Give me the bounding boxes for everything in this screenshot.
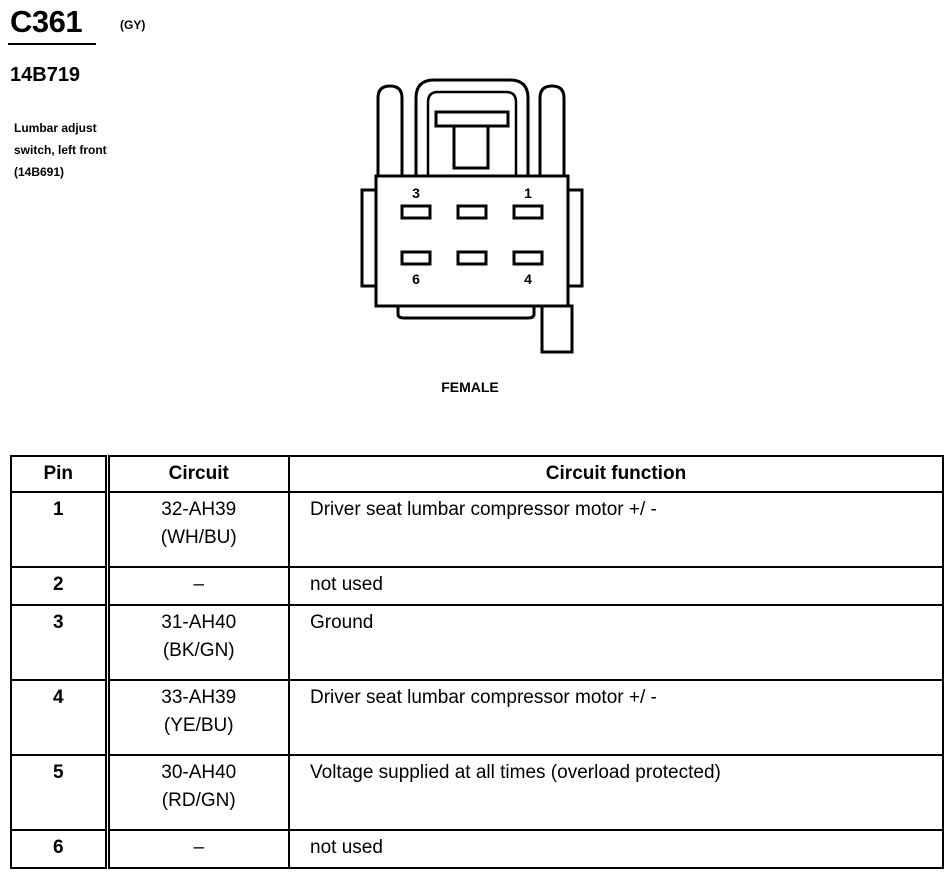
circuit-id: 32-AH39 <box>161 499 237 520</box>
circuit-cell <box>107 755 289 830</box>
connector-id: C361 <box>10 4 83 39</box>
connector-id-underline <box>8 43 96 45</box>
description-line-1: Lumbar adjust <box>14 121 97 135</box>
circuit-cell <box>107 605 289 680</box>
pin-cavity <box>458 206 486 218</box>
pin-number: 3 <box>11 605 107 680</box>
column-header-circuit: Circuit <box>107 456 289 492</box>
circuit-cell <box>107 830 289 868</box>
circuit-function: not used <box>289 830 943 868</box>
connector-color: (GY) <box>120 18 146 32</box>
pin-label-6: 6 <box>412 271 420 287</box>
pinout-table <box>10 455 944 869</box>
circuit-id: – <box>193 837 205 858</box>
part-number: 14B719 <box>10 64 81 86</box>
pin-label-4: 4 <box>524 271 532 287</box>
connector-gender-label: FEMALE <box>441 379 499 395</box>
pin-cavity <box>402 252 430 264</box>
circuit-id: 31-AH40 <box>161 612 237 633</box>
circuit-id: 33-AH39 <box>161 687 237 708</box>
circuit-function: Driver seat lumbar compressor motor +/ - <box>289 680 943 755</box>
column-header-function: Circuit function <box>289 456 943 492</box>
pin-number: 5 <box>11 755 107 830</box>
pin-cavity <box>458 252 486 264</box>
pin-number: 6 <box>11 830 107 868</box>
circuit-id: – <box>193 574 205 595</box>
pin-label-1: 1 <box>524 185 532 201</box>
table-row <box>11 830 943 868</box>
connector-face-diagram <box>350 78 590 358</box>
circuit-cell <box>107 680 289 755</box>
circuit-cell <box>107 567 289 605</box>
wire-lead <box>542 306 572 352</box>
column-header-pin: Pin <box>11 456 107 492</box>
circuit-function: Ground <box>289 605 943 680</box>
pin-number: 2 <box>11 567 107 605</box>
pin-cavity <box>514 252 542 264</box>
right-latch-arm <box>540 86 564 176</box>
pin-number: 4 <box>11 680 107 755</box>
circuit-function: Driver seat lumbar compressor motor +/ - <box>289 492 943 567</box>
pin-label-3: 3 <box>412 185 420 201</box>
pin-cavity <box>402 206 430 218</box>
description-line-3: (14B691) <box>14 165 65 179</box>
circuit-cell <box>107 492 289 567</box>
table-row <box>11 755 943 830</box>
table-row <box>11 492 943 567</box>
component-description <box>14 117 154 183</box>
lock-tab <box>436 112 508 126</box>
circuit-function: not used <box>289 567 943 605</box>
table-row <box>11 605 943 680</box>
circuit-function: Voltage supplied at all times (overload protected) <box>289 755 943 830</box>
connector-body <box>376 176 568 306</box>
wire-color: (BK/GN) <box>162 640 235 661</box>
pin-cavity <box>514 206 542 218</box>
pin-number: 1 <box>11 492 107 567</box>
wire-color: (WH/BU) <box>160 527 237 548</box>
table-header-row <box>11 456 943 492</box>
table-row <box>11 680 943 755</box>
description-line-2: switch, left front <box>14 143 107 157</box>
wire-color: (RD/GN) <box>161 790 236 811</box>
circuit-id: 30-AH40 <box>161 762 237 783</box>
table-row <box>11 567 943 605</box>
wire-color: (YE/BU) <box>163 715 234 736</box>
left-latch-arm <box>378 86 402 176</box>
